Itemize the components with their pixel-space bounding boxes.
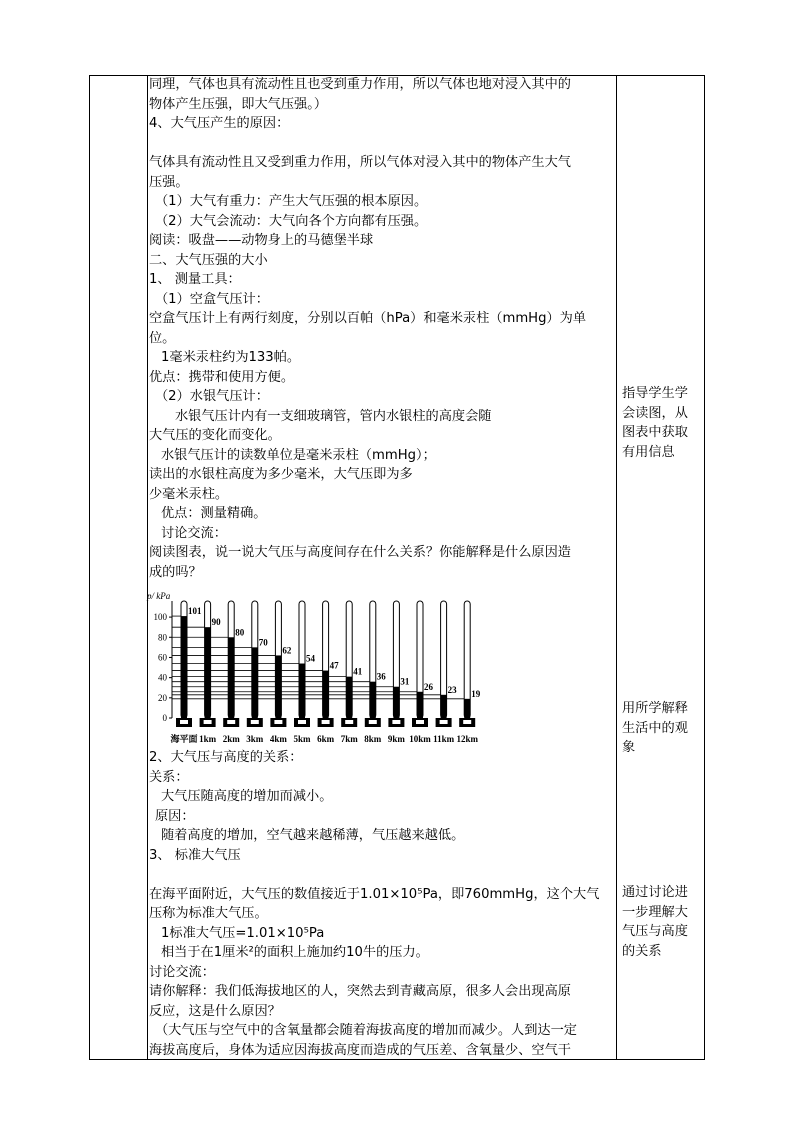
data-label: 80 — [235, 627, 245, 638]
y-axis-label: p/ kPa — [147, 591, 171, 601]
x-tick-label: 5km — [293, 734, 311, 744]
x-tick-label: 4km — [269, 734, 287, 744]
text-line: 位。 — [149, 330, 176, 346]
dish-highlight — [322, 720, 330, 724]
data-label: 19 — [471, 688, 481, 699]
text-line: （1）大气有重力：产生大气压强的根本原因。 — [155, 194, 428, 209]
x-tick-label: 7km — [340, 734, 358, 744]
data-label: 70 — [258, 637, 268, 648]
text-line: 少毫米汞柱。 — [149, 486, 229, 502]
x-tick-label: 12km — [456, 734, 478, 744]
text-line: 相当于在1厘米²的面积上施加约10牛的压力。 — [161, 945, 429, 960]
side-note-line: 气压与高度 — [622, 924, 688, 939]
text-line: （2）大气会流动：大气向各个方向都有压强。 — [155, 213, 428, 229]
text-line: 阅读图表，说一说大气压与高度间存在什么关系？你能解释是什么原因造 — [149, 545, 571, 560]
mercury-column — [393, 687, 399, 718]
y-tick-label: 0 — [162, 713, 167, 723]
side-note-line: 图表中获取 — [622, 425, 688, 440]
text-line: 讨论交流： — [161, 525, 227, 541]
text-line: 同理，气体也具有流动性且也受到重力作用，所以气体也地对浸入其中的 — [149, 77, 571, 92]
mercury-column — [252, 647, 258, 718]
text-line: 请你解释：我们低海拔地区的人，突然去到青藏高原，很多人会出现高原 — [149, 984, 571, 999]
mercury-column — [299, 664, 305, 718]
text-line: 水银气压计的读数单位是毫米汞柱（mmHg）； — [161, 447, 436, 463]
table-divider-2 — [616, 76, 617, 1059]
data-label: 23 — [447, 684, 457, 695]
x-tick-label: 9km — [387, 734, 405, 744]
data-label: 101 — [188, 606, 202, 617]
text-line: 1毫米汞柱约为133帕。 — [161, 350, 301, 365]
text-line: 关系： — [149, 769, 189, 785]
main-content — [149, 75, 611, 582]
mercury-column — [323, 671, 329, 718]
side-note-line: 象 — [622, 740, 636, 755]
section-heading: 2、大气压与高度的关系： — [149, 750, 303, 765]
dish-highlight — [369, 720, 377, 724]
data-label: 41 — [353, 666, 363, 677]
data-label: 90 — [211, 617, 221, 628]
mercury-column — [275, 655, 281, 718]
text-line: 气体具有流动性且又受到重力作用，所以气体对浸入其中的物体产生大气 — [149, 155, 571, 170]
mercury-column — [464, 699, 470, 718]
x-tick-label: 8km — [364, 734, 382, 744]
dish-highlight — [440, 720, 448, 724]
text-line: 水银气压计内有一支细玻璃管，管内水银柱的高度会随 — [175, 408, 492, 424]
y-tick-label: 100 — [153, 612, 167, 623]
dish-highlight — [416, 720, 424, 724]
text-line: 在海平面附近，大气压的数值接近于1.01×10⁵Pa，即760mmHg，这个大气 — [149, 886, 600, 902]
text-line: （2）水银气压计： — [155, 389, 269, 404]
text-line: 物体产生压强，即大气压强。） — [149, 96, 328, 112]
dish-highlight — [204, 720, 212, 724]
x-tick-label: 海平面 — [170, 734, 198, 744]
dish-highlight — [298, 720, 306, 724]
section-heading: 二、大气压强的大小 — [149, 252, 268, 268]
data-label: 26 — [424, 681, 433, 692]
side-note-line: 有用信息 — [622, 444, 675, 460]
side-note-1 — [622, 384, 702, 462]
text-line: 成的吗？ — [149, 564, 202, 580]
dish-highlight — [180, 720, 188, 724]
text-line: （大气压与空气中的含氧量都会随着海拔高度的增加而减少。人到达一定 — [155, 1023, 577, 1038]
x-tick-label: 11km — [433, 734, 455, 744]
y-tick-label: 40 — [158, 672, 167, 683]
text-line: 讨论交流： — [149, 964, 215, 980]
x-tick-label: 6km — [317, 734, 335, 744]
y-tick-label: 60 — [158, 652, 167, 663]
side-note-line: 用所学解释 — [622, 701, 688, 716]
y-tick-label: 20 — [158, 692, 167, 703]
side-note-2 — [622, 699, 702, 758]
data-label: 54 — [306, 653, 315, 664]
text-line: 反应，这是什么原因？ — [149, 1003, 281, 1019]
text-line: 空盒气压计上有两行刻度，分别以百帕（hPa）和毫米汞柱（mmHg）为单 — [149, 311, 587, 326]
section-heading: 1、 测量工具： — [149, 272, 241, 287]
side-note-3 — [622, 883, 702, 961]
mercury-column — [181, 616, 187, 718]
x-tick-label: 2km — [222, 734, 240, 744]
side-note-line: 的关系 — [622, 943, 662, 959]
text-line: （1）空盒气压计： — [155, 291, 269, 307]
side-note-line: 会读图，从 — [622, 405, 688, 421]
x-tick-label: 1km — [199, 734, 217, 744]
dish-highlight — [463, 720, 471, 724]
text-line: 压称为标准大气压。 — [149, 906, 268, 921]
pressure-altitude-chart — [146, 587, 492, 747]
dish-highlight — [251, 720, 259, 724]
text-line: 原因： — [155, 808, 195, 824]
dish-highlight — [345, 720, 353, 724]
data-label: 31 — [400, 676, 410, 687]
spacer — [149, 865, 611, 885]
main-content-2 — [149, 748, 611, 1060]
text-line: 大气压随高度的增加而减小。 — [161, 789, 333, 804]
text-line: 海拔高度后，身体为适应因海拔高度而造成的气压差、含氧量少、空气干 — [149, 1042, 571, 1058]
data-label: 36 — [376, 671, 386, 682]
x-tick-label: 10km — [409, 734, 431, 744]
section-heading: 3、 标准大气压 — [149, 847, 241, 863]
mercury-column — [205, 627, 211, 718]
spacer — [149, 134, 611, 154]
text-line: 随着高度的增加，空气越来越稀薄，气压越来越低。 — [161, 828, 465, 843]
side-note-line: 一步理解大 — [622, 904, 688, 920]
dish-highlight — [227, 720, 235, 724]
data-label: 47 — [329, 660, 339, 671]
mercury-column — [441, 695, 447, 718]
mercury-column — [228, 637, 234, 718]
text-line: 读出的水银柱高度为多少毫米，大气压即为多 — [149, 467, 413, 482]
dish-highlight — [274, 720, 282, 724]
text-line: 1标准大气压=1.01×10⁵Pa — [161, 925, 325, 941]
y-tick-label: 80 — [158, 632, 167, 643]
dish-highlight — [392, 720, 400, 724]
section-heading: 4、大气压产生的原因： — [149, 116, 290, 131]
text-line: 优点：测量精确。 — [161, 506, 267, 521]
text-line: 优点：携带和使用方便。 — [149, 369, 295, 385]
text-line: 压强。 — [149, 174, 189, 190]
side-note-line: 生活中的观 — [622, 720, 688, 736]
mercury-column — [417, 692, 423, 718]
text-line: 阅读：吸盘——动物身上的马德堡半球 — [149, 233, 374, 248]
side-note-line: 指导学生学 — [622, 386, 688, 401]
side-note-line: 通过讨论进 — [622, 885, 688, 900]
text-line: 大气压的变化而变化。 — [149, 428, 281, 443]
mercury-column — [346, 677, 352, 718]
x-tick-label: 3km — [246, 734, 264, 744]
table-divider-1 — [147, 76, 148, 1059]
mercury-column — [370, 682, 376, 718]
data-label: 62 — [282, 645, 292, 656]
